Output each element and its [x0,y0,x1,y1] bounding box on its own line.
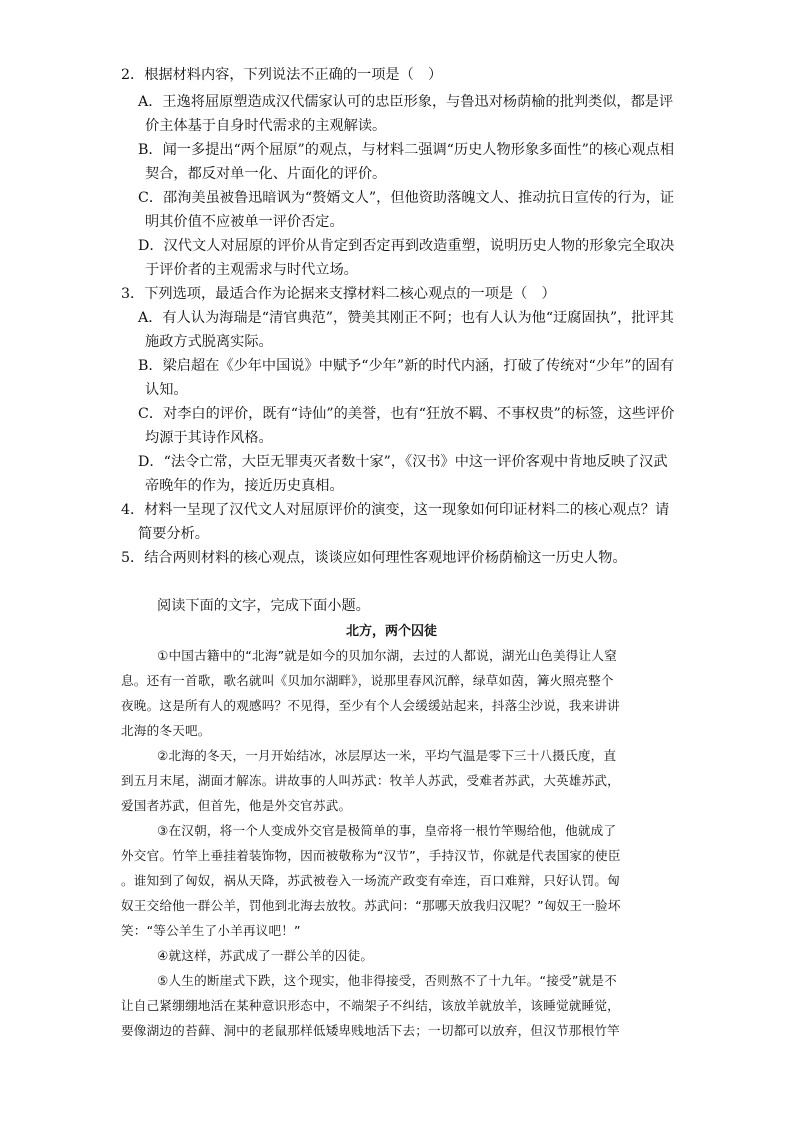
question-2-stem: 2．根据材料内容，下列说法不正确的一项是（ ） [121,67,443,83]
paragraph-3-line-4: 奴王交给他一群公羊，罚他到北海去放牧。苏武问：“那哪天放我归汉呢？”匈奴王一脸坏 [121,898,621,913]
question-2-option-a-cont: 价主体基于自身时代需求的主观解读。 [145,118,387,134]
paragraph-1-line-1: ①中国古籍中的“北海”就是如今的贝加尔湖，去过的人都说，湖光山色美得让人窒 [157,648,617,663]
question-3-option-c: C．对李白的评价，既有“诗仙”的美誉，也有“狂放不羁、不事权贵”的标签，这些评价 [138,406,675,422]
question-5-stem: 5．结合两则材料的核心观点，谈谈应如何理性客观地评价杨荫榆这一历史人物。 [121,550,627,566]
paragraph-4-line-1: ④就这样，苏武成了一群公羊的囚徒。 [157,948,374,963]
question-2-option-d-cont: 于评价者的主观需求与时代立场。 [145,262,358,278]
question-3-option-c-cont: 均源于其诗作风格。 [145,430,273,446]
paragraph-3-line-2: 外交官。竹竿上垂挂着装饰物，因而被敬称为“汉节”，手持汉节，你就是代表国家的使臣 [121,848,621,863]
question-3-option-b: B．梁启超在《少年中国说》中赋予“少年”新的时代内涵，打破了传统对“少年”的固有 [138,358,675,374]
question-3-option-b-cont: 认知。 [145,382,188,398]
paragraph-3-line-1: ③在汉朝，将一个人变成外交官是极简单的事，皇帝将一根竹竿赐给他，他就成了 [157,823,617,838]
question-2-option-c: C．邵洵美虽被鲁迅暗讽为“赘婿文人”，但他资助落魄文人、推动抗日宣传的行为，证 [138,190,675,206]
paragraph-1-line-2: 息。还有一首歌，歌名就叫《贝加尔湖畔》，说那里春风沉醉，绿草如茵，篝火照亮整个 [121,673,614,688]
question-2-option-b: B．闻一多提出“两个屈原”的观点，与材料二强调“历史人物形象多面性”的核心观点相 [138,142,675,158]
passage-title: 北方，两个囚徒 [346,624,438,639]
question-2-option-a: A．王逸将屈原塑造成汉代儒家认可的忠臣形象，与鲁迅对杨荫榆的批判类似，都是评 [138,94,674,110]
paragraph-2-line-2: 到五月末尾，湖面才解冻。讲故事的人叫苏武：牧羊人苏武，受难者苏武，大英雄苏武， [121,773,620,788]
paragraph-3-line-5: 笑：“等公羊生了小羊再议吧！” [121,923,301,938]
paragraph-5-line-3: 要像湖边的苔藓、洞中的老鼠那样低矮卑贱地活下去；一切都可以放弃，但汉节那根竹竿 [121,1023,620,1038]
question-3-option-d-cont: 帝晚年的作为，接近历史真相。 [145,478,344,494]
question-3-option-a-cont: 施政方式脱离实际。 [145,334,273,350]
question-2-option-d: D．汉代文人对屈原的评价从肯定到否定再到改造重塑，说明历史人物的形象完全取决 [138,238,675,254]
paragraph-1-line-4: 北海的冬天吧。 [121,723,211,738]
reading-intro: 阅读下面的文字，完成下面小题。 [157,598,370,614]
question-2-option-b-cont: 契合，都反对单一化、片面化的评价。 [145,166,387,182]
paragraph-5-line-1: ⑤人生的断崖式下跌，这个现实，他非得接受，否则熬不了十九年。“接受”就是不 [157,973,617,988]
paragraph-5-line-2: 让自己紧绷绷地活在某种意识形态中，不端架子不纠结，该放羊就放羊，该睡觉就睡觉， [121,998,620,1013]
paragraph-1-line-3: 夜晚。这是所有人的观感吗？不见得，至少有个人会缓缓站起来，抖落尘沙说，我来讲讲 [121,698,620,713]
question-2-option-c-cont: 明其价值不应被单一评价否定。 [145,214,344,230]
paragraph-2-line-1: ②北海的冬天，一月开始结冰，冰层厚达一米，平均气温是零下三十八摄氏度，直 [157,748,617,763]
question-4-stem: 4．材料一呈现了汉代文人对屈原评价的演变，这一现象如何印证材料二的核心观点？请 [121,502,670,518]
question-3-option-d: D．“法令亡常，大臣无罪夷灭者数十家”，《汉书》中这一评价客观中肯地反映了汉武 [138,454,668,470]
paragraph-2-line-3: 爱国者苏武，但首先，他是外交官苏武。 [121,798,352,813]
question-3-stem: 3．下列选项，最适合作为论据来支撑材料二核心观点的一项是（ ） [121,286,556,302]
paragraph-3-line-3: 。谁知到了匈奴，祸从天降，苏武被卷入一场流产政变有牵连，百口难辩，只好认罚。匈 [121,873,620,888]
question-3-option-a: A．有人认为海瑞是“清官典范”，赞美其刚正不阿；也有人认为他“迂腐固执”，批评其 [138,310,674,326]
question-4-stem-cont: 简要分析。 [138,526,209,542]
